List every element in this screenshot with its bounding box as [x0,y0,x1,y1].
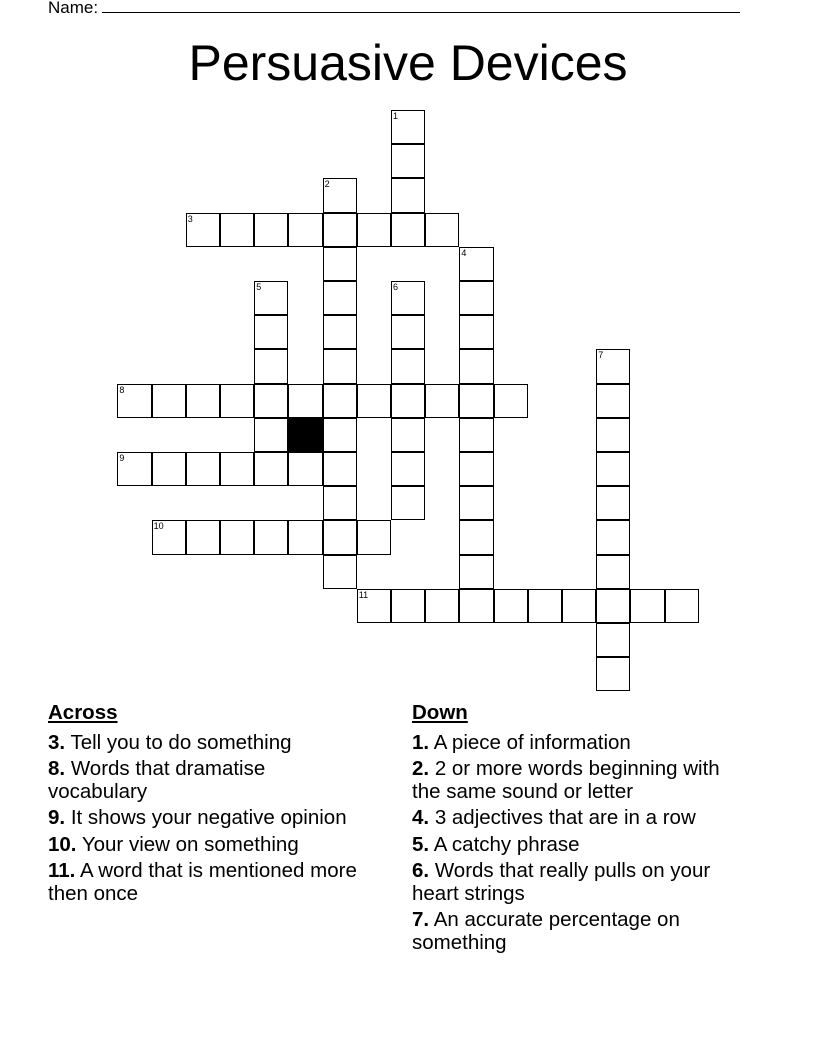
grid-cell[interactable] [220,384,254,418]
grid-cell[interactable] [596,520,630,554]
clue-down-7: 7. An accurate percentage on something [412,908,680,954]
grid-cell[interactable] [323,178,357,212]
clue-number: 10 [153,521,164,532]
grid-cell[interactable] [220,452,254,486]
grid-cell[interactable] [357,589,391,623]
grid-cell[interactable] [288,452,322,486]
grid-cell[interactable] [596,623,630,657]
grid-cell[interactable] [596,657,630,691]
grid-cell[interactable] [186,452,220,486]
grid-cell[interactable] [391,178,425,212]
clue-number: 8 [119,384,125,395]
grid-cell[interactable] [357,520,391,554]
grid-cell[interactable] [596,589,630,623]
grid-cell[interactable] [323,281,357,315]
grid-cell[interactable] [459,452,493,486]
grid-cell[interactable] [288,384,322,418]
grid-cell[interactable] [528,589,562,623]
grid-cell[interactable] [494,589,528,623]
clue-down-5: 5. A catchy phrase [412,832,580,856]
grid-cell[interactable] [665,589,699,623]
grid-cell[interactable] [186,384,220,418]
grid-cell[interactable] [596,384,630,418]
grid-cell[interactable] [391,349,425,383]
grid-cell[interactable] [254,520,288,554]
grid-cell[interactable] [323,213,357,247]
across-heading: Across [48,701,118,724]
clue-number: 1 [393,111,399,121]
grid-cell[interactable] [391,589,425,623]
grid-cell[interactable] [152,520,186,554]
name-label: Name: [48,0,99,17]
grid-cell[interactable] [391,315,425,349]
clue-down-6: 6. Words that really pulls on your heart strings [412,859,711,905]
grid-cell[interactable] [254,281,288,315]
grid-cell[interactable] [391,281,425,315]
clue-number: 7 [598,350,604,361]
grid-cell[interactable] [323,555,357,589]
grid-cell[interactable] [254,349,288,383]
grid-cell[interactable] [323,486,357,520]
grid-cell[interactable] [254,213,288,247]
grid-cell[interactable] [254,452,288,486]
down-clues [412,702,752,958]
name-write-line [102,0,740,13]
clue-down-2: 2. 2 or more words beginning with the same sound or letter [412,757,720,803]
grid-cell[interactable] [323,247,357,281]
grid-cell[interactable] [391,144,425,178]
grid-cell[interactable] [152,384,186,418]
clue-across-11: 11. A word that is mentioned more then once [48,859,357,905]
name-field [48,0,740,18]
grid-cell[interactable] [459,486,493,520]
grid-cell[interactable] [459,589,493,623]
grid-cell[interactable] [357,213,391,247]
grid-cell[interactable] [288,520,322,554]
across-clues [48,702,368,909]
grid-block [288,418,322,452]
grid-cell[interactable] [391,384,425,418]
grid-cell[interactable] [562,589,596,623]
grid-cell[interactable] [391,418,425,452]
clue-across-9: 9. It shows your negative opinion [48,806,347,829]
grid-cell[interactable] [254,384,288,418]
grid-cell[interactable] [596,349,630,383]
grid-cell[interactable] [186,213,220,247]
clue-down-4: 4. 3 adjectives that are in a row [412,806,696,829]
grid-cell[interactable] [323,384,357,418]
grid-cell[interactable] [459,384,493,418]
clue-across-10: 10. Your view on something [48,832,299,856]
grid-cell[interactable] [596,486,630,520]
grid-cell[interactable] [323,315,357,349]
grid-cell[interactable] [425,213,459,247]
grid-cell[interactable] [459,555,493,589]
clue-number: 5 [256,282,262,292]
grid-cell[interactable] [323,349,357,383]
clue-across-8: 8. Words that dramatise vocabulary [48,757,266,803]
grid-cell[interactable] [425,589,459,623]
clue-number: 9 [119,453,125,463]
clue-down-1: 1. A piece of information [412,730,631,754]
grid-cell[interactable] [459,315,493,349]
grid-cell[interactable] [357,384,391,418]
clue-number: 4 [461,247,467,258]
grid-cell[interactable] [494,384,528,418]
grid-cell[interactable] [459,520,493,554]
grid-cell[interactable] [596,555,630,589]
grid-cell[interactable] [391,486,425,520]
grid-cell[interactable] [391,110,425,144]
clue-across-3: 3. Tell you to do something [48,730,292,754]
grid-cell[interactable] [186,520,220,554]
clue-number: 11 [358,589,369,600]
grid-cell[interactable] [459,247,493,281]
grid-cell[interactable] [323,418,357,452]
grid-cell[interactable] [459,349,493,383]
grid-cell[interactable] [459,418,493,452]
grid-cell[interactable] [596,452,630,486]
grid-cell[interactable] [391,452,425,486]
grid-cell[interactable] [254,418,288,452]
grid-cell[interactable] [459,281,493,315]
grid-cell[interactable] [323,520,357,554]
grid-cell[interactable] [117,452,151,486]
grid-cell[interactable] [288,213,322,247]
grid-cell[interactable] [323,452,357,486]
grid-cell[interactable] [152,452,186,486]
grid-cell[interactable] [220,520,254,554]
down-heading: Down [412,701,468,724]
grid-cell[interactable] [425,384,459,418]
clue-number: 2 [324,179,330,190]
grid-cell[interactable] [596,418,630,452]
clue-number: 6 [393,282,399,292]
clue-number: 3 [187,213,193,224]
grid-cell[interactable] [117,384,151,418]
grid-cell[interactable] [630,589,664,623]
grid-cell[interactable] [220,213,254,247]
page-title: Persuasive Devices [188,35,628,91]
grid-cell[interactable] [254,315,288,349]
grid-cell[interactable] [391,213,425,247]
